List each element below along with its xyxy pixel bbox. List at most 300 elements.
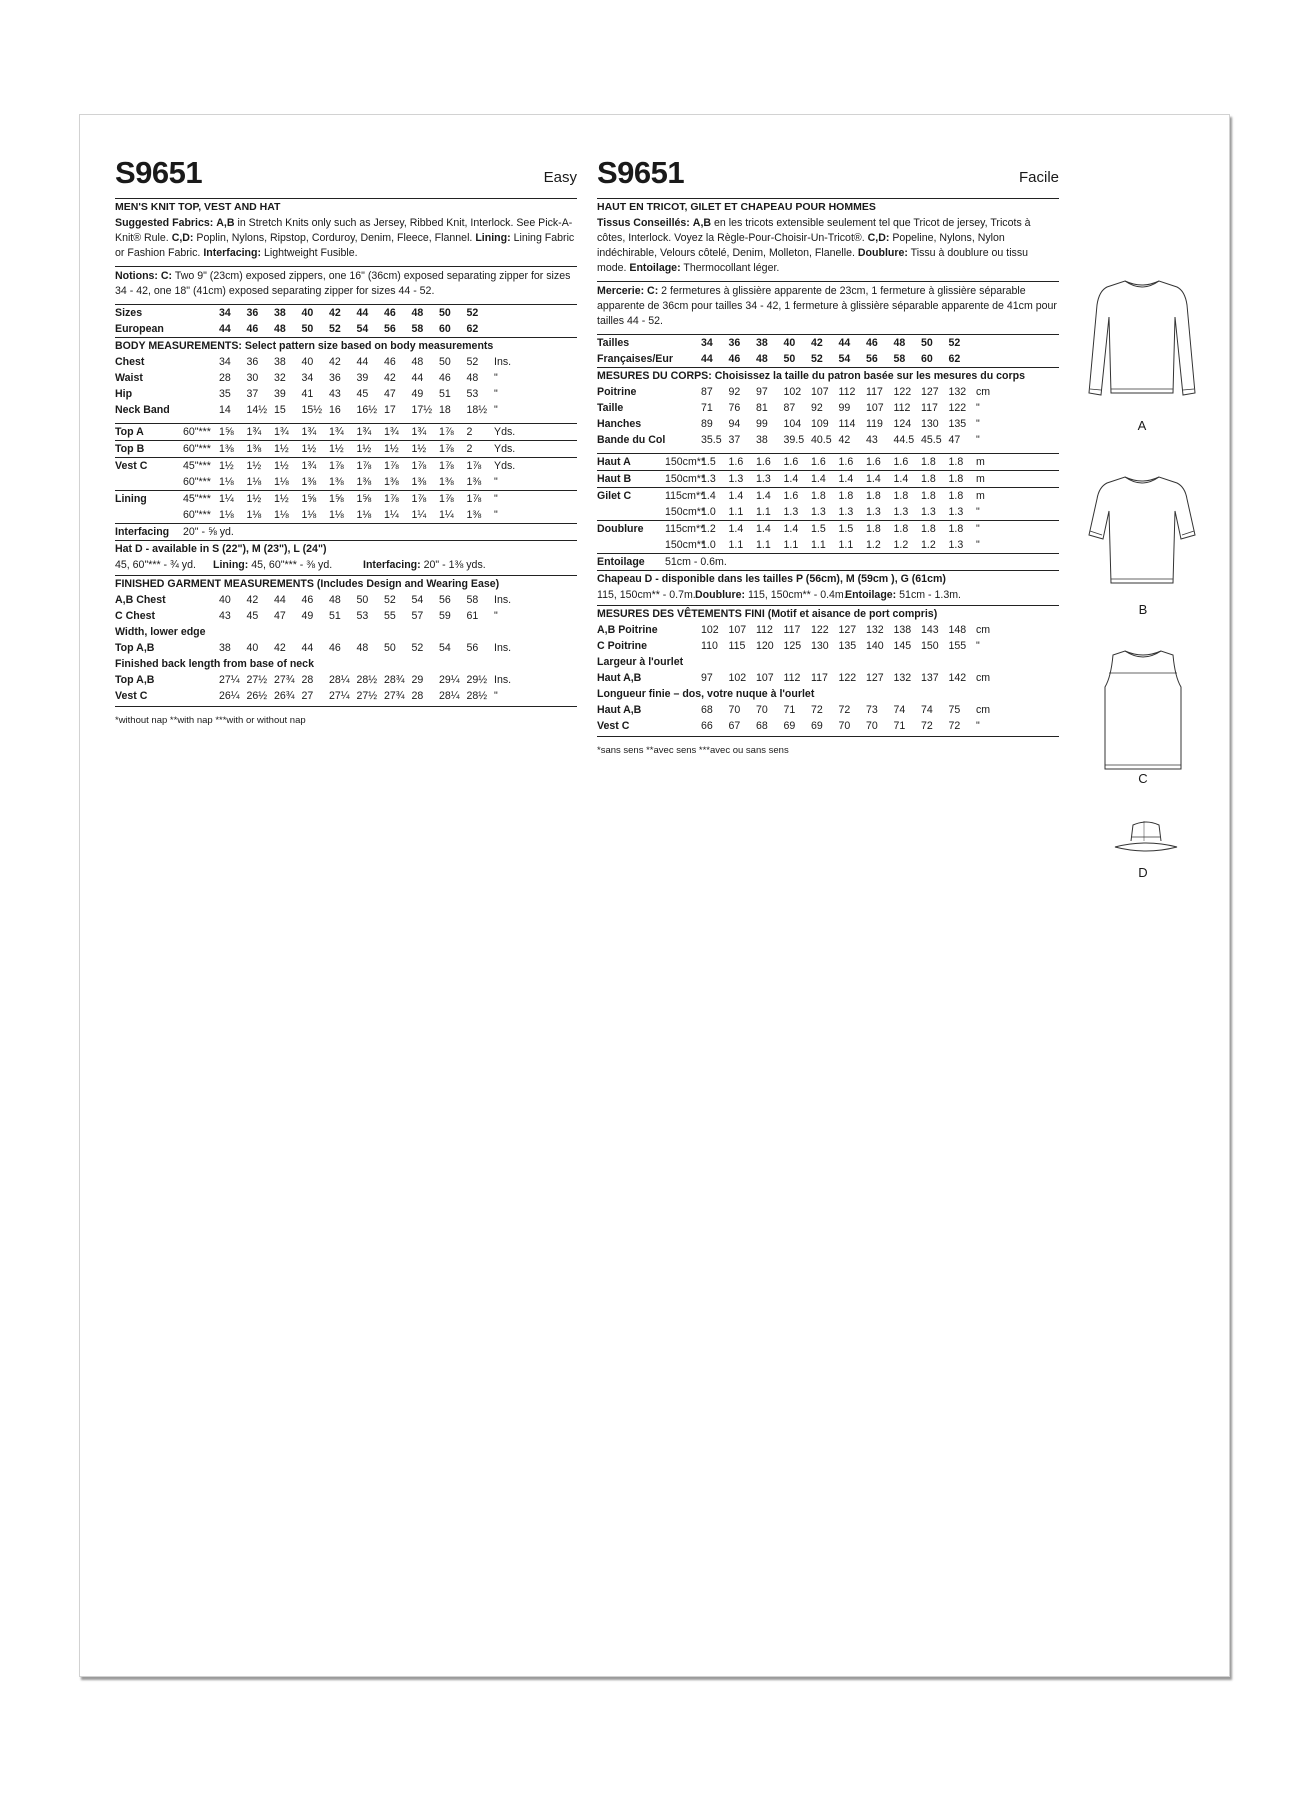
value-cell: 122 — [948, 402, 967, 414]
value-cell: 148 — [948, 624, 967, 636]
nap-footnote: *sans sens **avec sens ***avec ou sans sens — [597, 745, 789, 756]
row-label: Poitrine — [597, 386, 637, 398]
value-cell: 52 — [411, 642, 424, 654]
yardage-cell: 1.8 — [866, 490, 881, 502]
unit: " — [976, 402, 980, 414]
fabrics-ab-text: in Stretch Knits only such as Jersey, Ribbed Knit, Interlock. See Pick-A-Knit® Rule. — [115, 217, 573, 244]
yardage-cell: 1⅜ — [219, 443, 234, 455]
size-cell: 44 — [701, 353, 713, 365]
row-label — [115, 474, 183, 490]
value-cell: 94 — [728, 418, 741, 430]
spacer — [183, 402, 219, 418]
yardage-cell: 1⅜ — [439, 476, 454, 488]
yardage-cell: 1.8 — [921, 456, 936, 468]
value-cell: 87 — [783, 402, 796, 414]
row-label: Top A,B — [115, 642, 155, 654]
yardage-cell: 1⅜ — [356, 476, 372, 488]
value-cell: 45.5 — [921, 434, 942, 446]
pattern-title: MEN'S KNIT TOP, VEST AND HAT — [115, 198, 577, 214]
yardage-cell: 1.8 — [921, 523, 936, 535]
width-row — [115, 640, 577, 656]
value-cell: 49 — [411, 388, 424, 400]
row-label: Haut A — [597, 456, 631, 468]
value-cell: 50 — [356, 594, 369, 606]
size-cell: 58 — [411, 323, 424, 335]
size-cell: 48 — [756, 353, 768, 365]
value-cell: 107 — [756, 672, 774, 684]
yardage-cell: 1.8 — [948, 523, 964, 535]
spacer — [183, 305, 219, 321]
finished-measurements-heading: MESURES DES VÊTEMENTS FINI (Motif et aisance de port compris) — [597, 608, 938, 620]
yardage-row — [597, 521, 1059, 537]
yardage-cell: 1.6 — [838, 456, 854, 468]
value-cell: 75 — [948, 704, 961, 716]
value-cell: 42 — [246, 594, 259, 606]
size-cell: 44 — [219, 323, 231, 335]
english-column — [115, 155, 577, 726]
yardage-cell: 1¾ — [246, 426, 262, 438]
value-cell: 55 — [384, 610, 396, 622]
yardage-cell: 1¾ — [274, 426, 289, 438]
view-c-vest-drawing — [1103, 647, 1183, 777]
size-cell: 42 — [329, 307, 341, 319]
body-measurement-row — [597, 384, 1059, 400]
value-cell: 14½ — [246, 404, 268, 416]
value-cell: 52 — [466, 356, 479, 368]
unit: " — [976, 720, 980, 732]
notions-label: Notions: C: — [115, 270, 173, 282]
value-cell: 15½ — [301, 404, 323, 416]
row-label: C Poitrine — [597, 640, 648, 652]
body-measurements-heading: MESURES DU CORPS: Choisissez la taille du patron basée sur les mesures du corps — [597, 370, 1025, 382]
row-label: Neck Band — [115, 404, 170, 416]
interfacing-label: Interfacing: — [203, 247, 262, 259]
yardage-row — [115, 441, 577, 457]
yardage-row — [597, 488, 1059, 504]
spacer — [665, 432, 701, 448]
yardage-cell: 1.4 — [866, 473, 881, 485]
value-cell: 43 — [219, 610, 231, 622]
fabric-width: 115cm** — [665, 523, 705, 535]
value-cell: 27¾ — [274, 674, 295, 686]
yardage-cell: 1⅞ — [439, 493, 454, 505]
yardage-row — [597, 504, 1059, 520]
value-cell: 18½ — [466, 404, 488, 416]
yardage-cell: 1½ — [384, 443, 399, 455]
value-cell: 122 — [811, 624, 829, 636]
value-cell: 42 — [384, 372, 396, 384]
hat-interfacing — [363, 559, 486, 571]
hat-lining-label: Lining: — [213, 559, 249, 571]
yardage-cell: 1⅞ — [329, 460, 344, 472]
unit: Ins. — [494, 594, 512, 606]
yardage-cell: 1.1 — [728, 539, 744, 551]
yardage-cell: 1.4 — [893, 473, 909, 485]
yardage-cell: 1½ — [301, 443, 317, 455]
finished-measurement-row — [115, 608, 577, 624]
value-cell: 34 — [301, 372, 314, 384]
yardage-cell: 2 — [466, 443, 473, 455]
unit: cm — [976, 624, 991, 636]
suggested-fabrics — [115, 216, 577, 261]
value-cell: 130 — [921, 418, 939, 430]
value-cell: 71 — [783, 704, 796, 716]
value-cell: 29 — [411, 674, 424, 686]
fabric-width: 60"*** — [183, 476, 211, 488]
value-cell: 127 — [866, 672, 884, 684]
pattern-title: HAUT EN TRICOT, GILET ET CHAPEAU POUR HOMMES — [597, 198, 1059, 214]
yardage-row — [115, 507, 577, 523]
spacer — [665, 702, 701, 718]
value-cell: 40 — [246, 642, 259, 654]
yardage-cell: 1.8 — [921, 490, 936, 502]
yardage-cell: 1.1 — [756, 539, 771, 551]
yardage-cell: 1.2 — [701, 523, 716, 535]
body-measurement-row — [115, 402, 577, 418]
value-cell: 145 — [893, 640, 912, 652]
french-column — [597, 155, 1059, 756]
yardage-cell: 1.3 — [838, 506, 854, 518]
yardage-cell: 1.6 — [728, 456, 744, 468]
value-cell: 109 — [811, 418, 829, 430]
spacer — [665, 670, 701, 686]
value-cell: 28½ — [466, 690, 488, 702]
size-cell: 46 — [384, 307, 396, 319]
unit: cm — [976, 672, 991, 684]
notions-label: Mercerie: C: — [597, 285, 659, 297]
value-cell: 115 — [728, 640, 746, 652]
row-label: Hip — [115, 388, 133, 400]
value-cell: 34 — [219, 356, 231, 368]
sizes-row — [115, 305, 577, 321]
difficulty-level: Easy — [543, 169, 577, 186]
yardage-cell: 1.6 — [783, 456, 799, 468]
european-sizes-row — [115, 321, 577, 337]
yardage-cell: 1.3 — [811, 506, 826, 518]
value-cell: 46 — [439, 372, 451, 384]
row-label — [115, 507, 183, 523]
fabrics-label: Tissus Conseillés: — [597, 217, 690, 229]
size-cell: 52 — [329, 323, 341, 335]
suggested-fabrics — [597, 216, 1059, 276]
value-cell: 48 — [329, 594, 341, 606]
yardage-cell: 1.6 — [783, 490, 799, 502]
yardage-cell: 1⅝ — [219, 426, 234, 438]
value-cell: 67 — [728, 720, 741, 732]
unit: " — [494, 476, 498, 488]
size-cell: 60 — [921, 353, 933, 365]
yardage-cell: 1⅝ — [356, 493, 372, 505]
yardage-cell: 1⅞ — [411, 460, 427, 472]
yardage-cell: 1½ — [411, 443, 427, 455]
value-cell: 69 — [783, 720, 796, 732]
size-cell: 46 — [246, 323, 259, 335]
yardage-cell: 1⅛ — [274, 476, 289, 488]
size-cell: 38 — [274, 307, 286, 319]
spacer — [665, 400, 701, 416]
value-cell: 46 — [301, 594, 314, 606]
length-heading: Finished back length from base of neck — [115, 658, 314, 670]
value-cell: 112 — [783, 672, 801, 684]
value-cell: 42 — [329, 356, 341, 368]
body-measurement-row — [597, 400, 1059, 416]
yardage-cell: 1.8 — [921, 473, 936, 485]
spacer — [183, 672, 219, 688]
yardage-cell: 1⅜ — [329, 476, 344, 488]
value-cell: 48 — [356, 642, 369, 654]
width-row — [597, 670, 1059, 686]
value-cell: 28¾ — [384, 674, 405, 686]
value-cell: 130 — [811, 640, 829, 652]
yardage-row — [115, 491, 577, 507]
yardage-cell: 1.8 — [948, 456, 964, 468]
value-cell: 70 — [866, 720, 878, 732]
size-cell: 46 — [728, 353, 741, 365]
value-cell: 107 — [728, 624, 747, 636]
row-label: Hanches — [597, 418, 642, 430]
row-label — [597, 504, 665, 520]
value-cell: 87 — [701, 386, 713, 398]
lining-label: Doublure: — [857, 247, 908, 259]
value-cell: 28¼ — [439, 690, 460, 702]
value-cell: 46 — [384, 356, 396, 368]
unit: Ins. — [494, 674, 512, 686]
value-cell: 48 — [411, 356, 424, 368]
yardage-cell: 1.3 — [948, 506, 964, 518]
yardage-row — [115, 474, 577, 490]
interfacing-row — [115, 524, 577, 540]
row-label — [597, 537, 665, 553]
row-label: Bande du Col — [597, 434, 666, 446]
row-label: Lining — [115, 493, 147, 505]
notions-text: Two 9" (23cm) exposed zippers, one 16" (36cm) exposed separating zipper for sizes 34 - 42, one 18" (41cm) exposed separating zipper for sizes 44 - 52. — [115, 270, 571, 297]
size-cell: 50 — [921, 337, 933, 349]
yardage-row — [115, 424, 577, 440]
hat-lining — [695, 587, 845, 603]
value-cell: 39 — [274, 388, 286, 400]
hat-lining-label: Doublure: — [695, 589, 746, 601]
interfacing-yardage: 51cm - 0.6m. — [665, 556, 727, 568]
fabric-width: 150cm** — [665, 506, 706, 518]
value-cell: 117 — [783, 624, 801, 636]
value-cell: 135 — [948, 418, 967, 430]
value-cell: 40 — [219, 594, 231, 606]
value-cell: 104 — [783, 418, 802, 430]
row-label: Chest — [115, 356, 145, 368]
value-cell: 143 — [921, 624, 939, 636]
divider — [115, 706, 577, 707]
yardage-row — [597, 471, 1059, 487]
difficulty-level: Facile — [1018, 169, 1059, 186]
view-a-label: A — [1137, 418, 1147, 433]
value-cell: 16 — [329, 404, 341, 416]
value-cell: 17½ — [411, 404, 433, 416]
fabric-width: 60"*** — [183, 509, 211, 521]
yardage-cell: 1⅛ — [246, 476, 262, 488]
value-cell: 71 — [701, 402, 713, 414]
unit: m — [976, 456, 985, 468]
value-cell: 140 — [866, 640, 884, 652]
value-cell: 26¾ — [274, 690, 295, 702]
yardage-cell: 1.0 — [701, 506, 716, 518]
size-cell: 34 — [219, 307, 231, 319]
view-a-long-sleeve-top-drawing — [1085, 275, 1200, 405]
size-cell: 56 — [384, 323, 396, 335]
body-measurements-heading: BODY MEASUREMENTS: Select pattern size based on body measurements — [115, 340, 494, 352]
size-cell: 52 — [466, 307, 479, 319]
body-measurement-row — [597, 416, 1059, 432]
view-d-label: D — [1138, 865, 1148, 880]
unit: cm — [976, 386, 991, 398]
yardage-cell: 1.5 — [838, 523, 854, 535]
hat-heading: Chapeau D - disponible dans les tailles P (56cm), M (59cm ), G (61cm) — [597, 573, 946, 585]
value-cell: 41 — [301, 388, 314, 400]
spacer — [183, 688, 219, 704]
value-cell: 76 — [728, 402, 741, 414]
spacer — [183, 354, 219, 370]
value-cell: 38 — [756, 434, 768, 446]
value-cell: 70 — [756, 704, 768, 716]
value-cell: 28¼ — [329, 674, 350, 686]
value-cell: 17 — [384, 404, 396, 416]
fabric-width: 45"*** — [183, 493, 211, 505]
value-cell: 32 — [274, 372, 286, 384]
value-cell: 72 — [948, 720, 961, 732]
value-cell: 117 — [921, 402, 938, 414]
length-row — [115, 672, 577, 688]
unit: " — [494, 388, 498, 400]
value-cell: 26½ — [246, 690, 268, 702]
fabrics-cd-text: Popeline, Nylons, Nylon indéchirable, Velours côtelé, Denim, Molleton, Flanelle. — [597, 232, 1005, 259]
lining-label: Lining: — [475, 232, 511, 244]
unit: Yds. — [494, 443, 516, 455]
body-measurement-row — [115, 354, 577, 370]
value-cell: 72 — [838, 704, 851, 716]
fabrics-cd-text: Poplin, Nylons, Ripstop, Corduroy, Denim, Fleece, Flannel. — [193, 232, 476, 244]
unit: " — [494, 493, 498, 505]
yardage-cell: 1⅞ — [356, 460, 372, 472]
value-cell: 125 — [783, 640, 802, 652]
size-cell: 38 — [756, 337, 768, 349]
fabric-width: 150cm** — [665, 539, 706, 551]
size-cell: 40 — [301, 307, 314, 319]
yardage-cell: 1⅞ — [384, 493, 399, 505]
yardage-cell: 1½ — [274, 493, 289, 505]
yardage-cell: 1.2 — [921, 539, 936, 551]
yardage-cell: 1¼ — [439, 509, 454, 521]
row-label: Taille — [597, 402, 624, 414]
yardage-cell: 1⅛ — [356, 509, 372, 521]
size-cell: 58 — [893, 353, 906, 365]
view-d-bucket-hat-drawing — [1111, 817, 1181, 855]
yardage-cell: 1½ — [274, 460, 289, 472]
value-cell: 59 — [439, 610, 451, 622]
spacer — [183, 640, 219, 656]
value-cell: 36 — [329, 372, 341, 384]
yardage-cell: 1.8 — [811, 490, 826, 502]
value-cell: 35 — [219, 388, 231, 400]
fabrics-cd-label: C,D: — [171, 232, 194, 244]
value-cell: 45 — [356, 388, 369, 400]
value-cell: 112 — [838, 386, 856, 398]
hat-interfacing-value: 51cm - 1.3m. — [896, 589, 961, 601]
yardage-cell: 1¾ — [329, 426, 344, 438]
value-cell: 74 — [921, 704, 933, 716]
yardage-cell: 1⅞ — [466, 460, 482, 472]
value-cell: 92 — [728, 386, 741, 398]
yardage-cell: 1⅞ — [466, 493, 482, 505]
fabric-width: 60"*** — [183, 426, 211, 438]
hat-interfacing-label: Entoilage: — [845, 589, 897, 601]
value-cell: 57 — [411, 610, 424, 622]
lining-text: Tissu à doublure ou tissu mode. — [597, 247, 1029, 274]
value-cell: 56 — [439, 594, 451, 606]
value-cell: 40 — [301, 356, 314, 368]
sizes-row — [597, 335, 1059, 351]
finished-measurements-heading: FINISHED GARMENT MEASUREMENTS (Includes Design and Wearing Ease) — [115, 578, 500, 590]
spacer — [183, 370, 219, 386]
unit: " — [976, 640, 980, 652]
value-cell: 37 — [246, 388, 259, 400]
value-cell: 42 — [274, 642, 286, 654]
notions — [597, 284, 1059, 329]
yardage-cell: 1.4 — [811, 473, 826, 485]
spacer — [665, 638, 701, 654]
row-label: Haut A,B — [597, 672, 642, 684]
row-label: Haut A,B — [597, 704, 642, 716]
value-cell: 112 — [756, 624, 773, 636]
interfacing-text: Lightweight Fusible. — [261, 247, 358, 259]
spacer — [665, 416, 701, 432]
unit: " — [494, 690, 498, 702]
row-label: Haut B — [597, 473, 632, 485]
unit: " — [494, 610, 498, 622]
yardage-row — [597, 537, 1059, 553]
value-cell: 110 — [701, 640, 718, 652]
size-cell: 48 — [411, 307, 424, 319]
value-cell: 27¼ — [219, 674, 240, 686]
yardage-cell: 1⅞ — [439, 443, 454, 455]
fabrics-cd-label: C,D: — [867, 232, 890, 244]
size-cell: 54 — [838, 353, 851, 365]
fabric-width: 150cm** — [665, 473, 706, 485]
value-cell: 44.5 — [893, 434, 915, 446]
value-cell: 142 — [948, 672, 967, 684]
unit: Yds. — [494, 426, 516, 438]
value-cell: 36 — [246, 356, 259, 368]
value-cell: 27¼ — [329, 690, 350, 702]
value-cell: 117 — [866, 386, 883, 398]
row-label: European — [115, 323, 164, 335]
yardage-cell: 1.8 — [838, 490, 854, 502]
size-cell: 60 — [439, 323, 451, 335]
value-cell: 44 — [411, 372, 424, 384]
value-cell: 15 — [274, 404, 286, 416]
finished-measurement-row — [597, 638, 1059, 654]
unit: " — [976, 506, 980, 518]
spacer — [183, 608, 219, 624]
yardage-cell: 1.8 — [948, 473, 964, 485]
value-cell: 35.5 — [701, 434, 722, 446]
row-label: A,B Poitrine — [597, 624, 658, 636]
yardage-cell: 1⅝ — [301, 493, 317, 505]
yardage-cell: 1.1 — [811, 539, 826, 551]
row-label: Vest C — [597, 720, 630, 732]
unit: m — [976, 490, 985, 502]
value-cell: 51 — [439, 388, 451, 400]
value-cell: 53 — [356, 610, 369, 622]
value-cell: 14 — [219, 404, 231, 416]
